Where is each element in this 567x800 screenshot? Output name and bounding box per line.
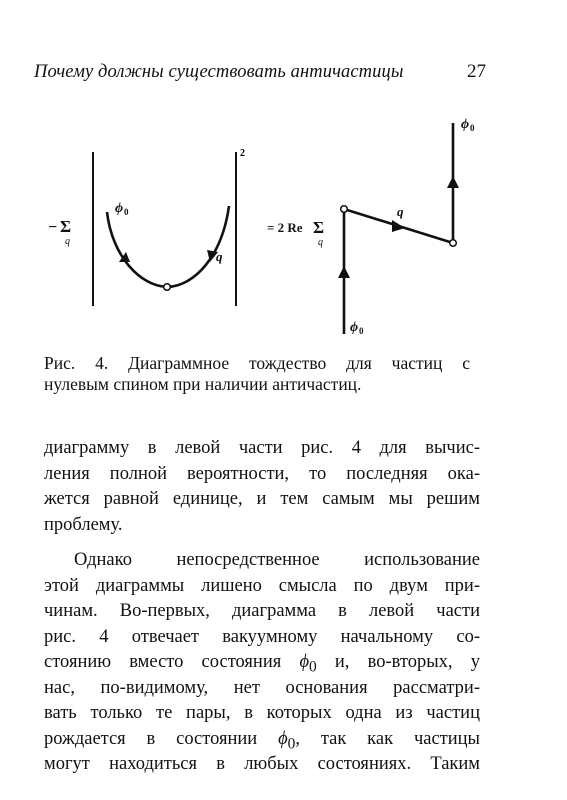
feynman-diagram-figure — [0, 110, 567, 350]
text-line: могут находиться в любых состояниях. Таким — [44, 754, 480, 774]
lower-vertex — [341, 206, 348, 213]
u-shaped-propagator — [107, 206, 229, 287]
square-exponent: 2 — [240, 148, 245, 159]
page-number: 27 — [467, 61, 486, 82]
text-line: проблему. — [44, 514, 123, 535]
caption-line: Рис. 4. Диаграммное тождество для частиц с — [44, 353, 470, 373]
text-line: Однако непосредственное использование — [74, 550, 480, 570]
right-sum-index: q — [318, 237, 323, 248]
top-arrow-up-icon — [447, 176, 459, 188]
text-line: чинам. Во-первых, диаграмма в левой части — [44, 601, 480, 621]
left-phi-sub: 0 — [124, 207, 129, 217]
text-line: жется равной единице, и тем самым мы решим — [44, 489, 480, 509]
page-header — [34, 62, 486, 88]
running-title: Почему должны существовать античастицы — [34, 62, 404, 82]
right-bottom-phi-sub: 0 — [359, 326, 364, 336]
equals-2re: = 2 Re — [267, 220, 303, 235]
right-top-phi-label: ϕ — [461, 117, 470, 132]
text-line: ления полной вероятности, то последняя ока- — [44, 463, 480, 484]
minus-sign: − — [48, 219, 58, 236]
phi-symbol: ϕ — [299, 652, 310, 672]
text-line: диаграмму в левой части рис. 4 для вычис- — [44, 438, 480, 458]
right-bottom-phi-label: ϕ — [350, 320, 359, 335]
text-line: нас, по-видимому, нет основания рассматри- — [44, 677, 480, 698]
figure-caption — [44, 353, 470, 395]
right-top-phi-sub: 0 — [470, 123, 475, 133]
text-line: вать только те пары, в которых одна из частиц — [44, 703, 480, 723]
text-line: рис. 4 отвечает вакуумному начальному со- — [44, 626, 480, 647]
right-q-label: q — [397, 204, 404, 219]
left-sum-symbol: Σ — [60, 217, 72, 236]
middle-arrow-icon — [392, 220, 405, 232]
body-text — [44, 436, 480, 778]
left-sum-index: q — [65, 236, 70, 247]
upper-vertex — [450, 240, 457, 247]
right-sum-symbol: Σ — [313, 218, 325, 237]
left-phi-label: ϕ — [115, 201, 124, 216]
text-line: рождается в состоянии $\phi_0$, так как частицы — [44, 728, 480, 753]
phi-symbol: ϕ — [278, 728, 288, 749]
left-q-label: q — [216, 249, 223, 264]
bottom-arrow-up-icon — [338, 266, 350, 278]
caption-line: нулевым спином при наличии античастиц. — [44, 374, 362, 394]
text-line: этой диаграммы лишено смысла по двум при- — [44, 575, 480, 596]
text-line: стоянию вместо состояния $\phi_0$ и, во-вторых, у — [44, 652, 480, 676]
left-vertex — [164, 284, 171, 291]
